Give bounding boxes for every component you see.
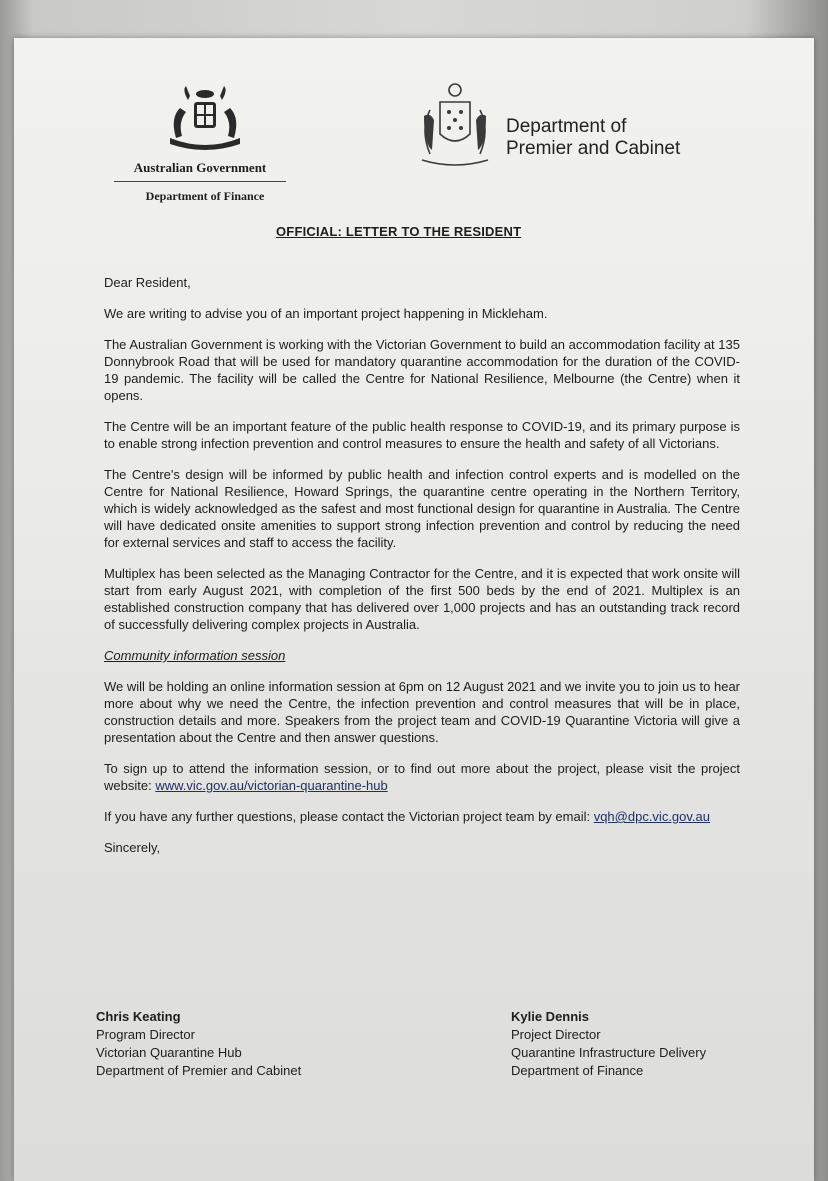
paragraph-contractor: Multiplex has been selected as the Managing Contractor for the Centre, and it is expected that work onsite will start from early August 2021, with completion of the first 500 beds by the end of 2021. Multiplex is an established construction company that has delivered over 1,000 projects and has an outstanding track record of successfully delivering complex projects in Australia. (104, 566, 740, 632)
paragraph-purpose: The Centre will be an important feature of the public health response to COVID-19, and its primary purpose is to enable strong infection prevention and control measures to ensure the health and safety of all Victorians. (104, 419, 740, 451)
paragraph-facility: The Australian Government is working with the Victorian Government to build an accommodation facility at 135 Donnybrook Road that will be used for mandatory quarantine accommodation for the duration of the COVID-19 pandemic. The facility will be called the Centre for National Resilience, Melbourne (the Centre) when it opens. (104, 337, 740, 403)
paragraph-intro: We are writing to advise you of an important project happening in Mickleham. (104, 306, 548, 321)
dpc-name-line1: Department of (506, 116, 627, 137)
paragraph-design: The Centre's design will be informed by public health and infection control experts and is modelled on the Centre for National Resilience, Howard Springs, the quarantine centre operating in the Northern Territory, which is widely acknowledged as the safest and most functional design for quarantine in Australia. The Centre will have dedicated onsite amenities to support strong infection prevention and control by reducing the need for external services and staff to access the facility. (104, 467, 740, 550)
commonwealth-coat-of-arms-icon (160, 84, 250, 152)
letter-body (104, 274, 740, 870)
signatory-name: Kylie Dennis (511, 1009, 590, 1024)
signatory-unit: Victorian Quarantine Hub (96, 1045, 242, 1060)
signatory-left (96, 1008, 301, 1080)
victoria-coat-of-arms-icon (416, 80, 494, 168)
australian-government-label: Australian Government (114, 160, 286, 182)
department-of-finance-label: Department of Finance (145, 189, 265, 203)
dpc-logo (416, 80, 736, 170)
contact-text: If you have any further questions, please contact the Victorian project team by email: (104, 809, 594, 824)
paragraph-session: We will be holding an online information session at 6pm on 12 August 2021 and we invite you to join us to hear more about why we need the Centre, the infection prevention and control measures that will be in place, construction details and more. Speakers from the project team and COVID-19 Quarantine Victoria will give a presentation about the Centre and then answer questions. (104, 679, 740, 745)
signatory-department: Department of Premier and Cabinet (96, 1063, 302, 1078)
signatory-title: Project Director (511, 1027, 601, 1042)
closing: Sincerely, (104, 840, 161, 855)
signatory-title: Program Director (96, 1027, 195, 1042)
letter-heading: OFFICIAL: LETTER TO THE RESIDENT (276, 224, 522, 239)
section-title-community-session: Community information session (104, 648, 286, 663)
dpc-name (506, 116, 680, 160)
signatory-right (511, 1008, 706, 1080)
signatory-department: Department of Finance (511, 1063, 644, 1078)
signatory-name: Chris Keating (96, 1009, 181, 1024)
salutation: Dear Resident, (104, 275, 191, 290)
paragraph-signup (104, 760, 740, 794)
paragraph-contact (104, 808, 740, 825)
signup-text: To sign up to attend the information session, or to find out more about the project, please visit the project website: (104, 761, 740, 793)
letter-page (14, 38, 814, 1181)
signatory-unit: Quarantine Infrastructure Delivery (511, 1045, 707, 1060)
dpc-name-line2: Premier and Cabinet (506, 138, 681, 159)
australian-government-logo (110, 84, 300, 204)
project-website-link[interactable]: www.vic.gov.au/victorian-quarantine-hub (155, 778, 388, 793)
contact-email-link[interactable]: vqh@dpc.vic.gov.au (593, 809, 710, 824)
